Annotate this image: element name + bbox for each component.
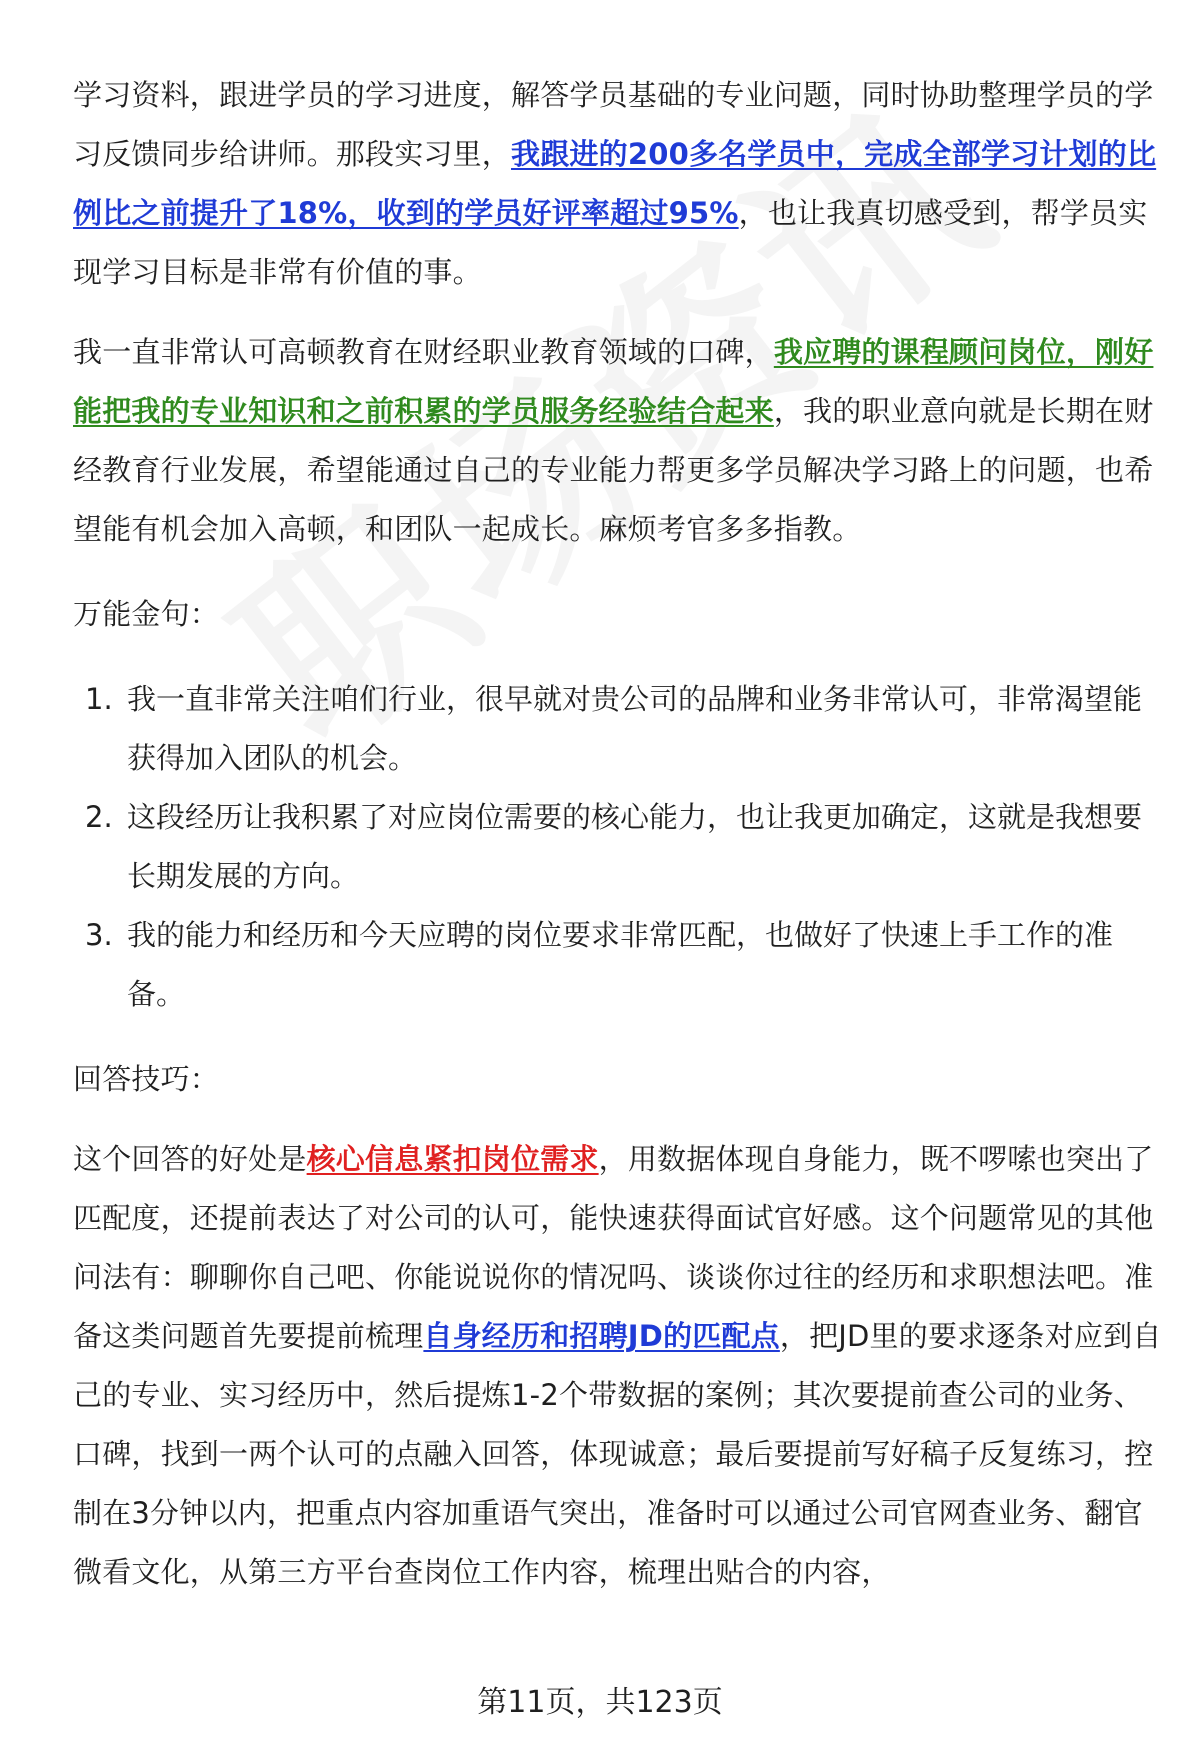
section-heading-golden: 万能金句：	[73, 597, 220, 631]
paragraph-text: 学习资料，跟进学员的学习进度，解答学员基础的专业问题，同时协助整理学员的学习反馈同步给讲师。那段实习里，	[73, 78, 1154, 171]
highlight-core-info: 核心信息紧扣岗位需求	[306, 1142, 599, 1176]
paragraph-text: ，也让我真切感受到，帮学员实现学习目标是非常有价值的事。	[73, 196, 1148, 289]
list-item-text: 我的能力和经历和今天应聘的岗位要求非常匹配，也做好了快速上手工作的准备。	[127, 918, 1114, 1011]
paragraph-internship	[73, 66, 1163, 302]
paragraph-text: ，我的职业意向就是长期在财经教育行业发展，希望能通过自己的专业能力帮更多学员解决学习路上的问题，也希望能有机会加入高顿，和团队一起成长。麻烦考官多多指教。	[73, 394, 1154, 546]
list-item	[73, 906, 1163, 1024]
paragraph-text: 我一直非常认可高顿教育在财经职业教育领域的口碑，	[73, 335, 774, 369]
section-heading-tips: 回答技巧：	[73, 1062, 220, 1096]
golden-sentence-list	[73, 670, 1163, 1024]
list-number: 1.	[85, 682, 113, 716]
list-number: 3.	[85, 918, 113, 952]
list-item-text: 这段经历让我积累了对应岗位需要的核心能力，也让我更加确定，这就是我想要长期发展的方向。	[127, 800, 1143, 893]
paragraph-text: 这个回答的好处是	[73, 1142, 307, 1176]
list-item	[73, 788, 1163, 906]
highlight-jd-match: 自身经历和招聘JD的匹配点	[423, 1319, 780, 1353]
paragraph-tips	[73, 1130, 1163, 1602]
highlight-position-fit: 我应聘的课程顾问岗位，刚好能把我的专业知识和之前积累的学员服务经验结合起来	[73, 335, 1154, 428]
page-number-footer: 第11页，共123页	[477, 1685, 723, 1720]
page-content	[73, 66, 1163, 1602]
paragraph-text: ，用数据体现自身能力，既不啰嗦也突出了匹配度，还提前表达了对公司的认可，能快速获得面试官好感。这个问题常见的其他问法有：聊聊你自己吧、你能说说你的情况吗、谈谈你过往的经历和求职想法吧。准备这类问题首先要提前梳理	[73, 1142, 1154, 1353]
paragraph-text: ，把JD里的要求逐条对应到自己的专业、实习经历中，然后提炼1-2个带数据的案例；其次要提前查公司的业务、口碑，找到一两个认可的点融入回答，体现诚意；最后要提前写好稿子反复练习，控制在3分钟以内，把重点内容加重语气突出，准备时可以通过公司官网查业务、翻官微看文化，从第三方平台查岗位工作内容，梳理出贴合的内容，	[73, 1319, 1162, 1589]
list-item-text: 我一直非常关注咱们行业，很早就对贵公司的品牌和业务非常认可，非常渴望能获得加入团队的机会。	[127, 682, 1143, 775]
list-number: 2.	[85, 800, 113, 834]
paragraph-motivation	[73, 323, 1163, 559]
list-item	[73, 670, 1163, 788]
highlight-achievement: 我跟进的200多名学员中，完成全部学习计划的比例比之前提升了18%，收到的学员好评率超过95%	[73, 137, 1157, 230]
